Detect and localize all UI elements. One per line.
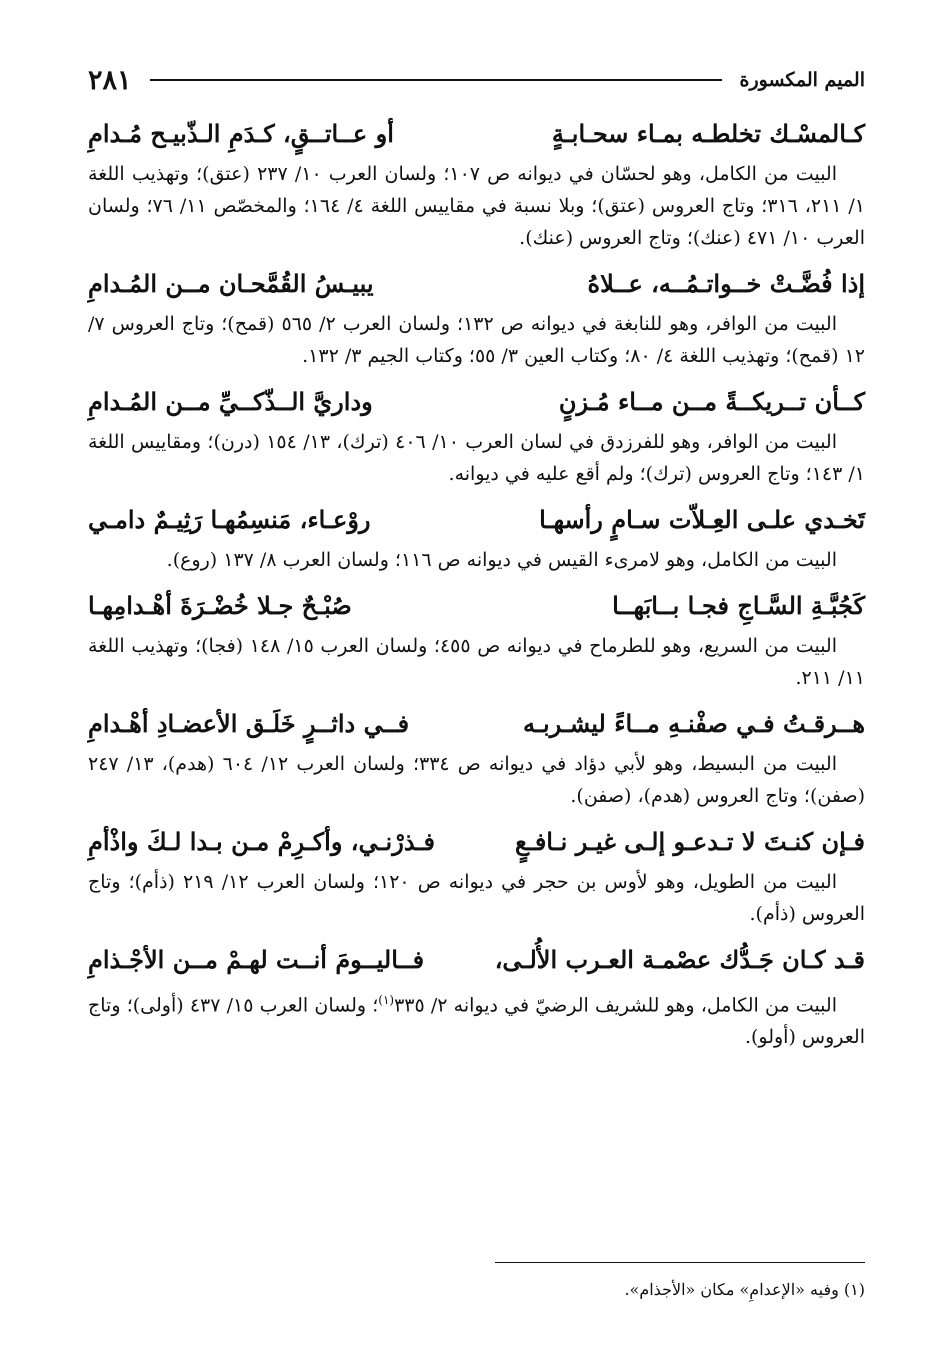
- verse-commentary: البيت من البسيط، وهو لأبي دؤاد في ديوانه ص ٣٣٤؛ ولسان العرب ١٢/ ٦٠٤ (هدم)، ١٣/ ٢٤٧ (صفن)؛ وتاج العروس (هدم)، (صفن).: [88, 753, 865, 807]
- poem-entry: [88, 262, 865, 372]
- commentary-text-rest: ؛ ولسان العرب ١٥/ ٤٣٧ (أولى)؛ وتاج العروس (أولو).: [88, 994, 865, 1049]
- verse-first-hemistich: كـالمسْـك تخلطـه بمـاء سحـابـةٍ: [551, 119, 865, 148]
- header-rule: [150, 79, 722, 81]
- verse-first-hemistich: كــأن تــريكــةً مــن مــاء مُـزنٍ: [558, 387, 865, 416]
- verse-commentary: البيت من الكامل، وهو لامرىء القيس في ديوانه ص ١١٦؛ ولسان العرب ٨/ ١٣٧ (روع).: [166, 549, 837, 571]
- verse-line: [88, 584, 865, 628]
- verse-second-hemistich: روْعـاء، مَنسِمُهـا رَثِيـمٌ دامـي: [88, 505, 371, 534]
- verse-line: [88, 820, 865, 864]
- verse-second-hemistich: أو عــاتــقٍ، كـدَمِ الـذّبيـح مُـدامِ: [88, 119, 394, 148]
- verse-first-hemistich: تَخـدي علـى العِـلاّت سـامٍ رأسهـا: [539, 505, 865, 534]
- commentary-text: البيت من الكامل، وهو للشريف الرضيّ في ديوانه ٢/ ٣٣٥: [394, 994, 837, 1017]
- chapter-title: الميم المكسورة: [739, 69, 865, 91]
- verse-line: [88, 112, 865, 156]
- verse-first-hemistich: إذا فُضَّـتْ خــواتـمُــه، عــلاهُ: [587, 269, 865, 298]
- verse-commentary: البيت من السريع، وهو للطرماح في ديوانه ص ٤٥٥؛ ولسان العرب ١٥/ ١٤٨ (فجا)؛ وتهذيب اللغة ١١/ ٢١١.: [88, 635, 865, 689]
- verse-line: [88, 380, 865, 424]
- verse-second-hemistich: يبيـسُ القُمَّحـان مــن المُـدامِ: [88, 269, 374, 298]
- poem-entry: [88, 820, 865, 930]
- footnote-marker: (١): [378, 993, 395, 1007]
- page-number: ٢٨١: [88, 64, 132, 96]
- footnote-area: [88, 1262, 865, 1303]
- verse-first-hemistich: فـإن كنـتَ لا تـدعـو إلـى غيـر نـافـعٍ: [515, 827, 865, 856]
- verse-commentary: [88, 984, 865, 1053]
- verse-second-hemistich: فــي داثــرٍ خَلَـق الأعضـادِ أهْـدامِ: [88, 709, 410, 738]
- poem-entry: [88, 380, 865, 490]
- verse-commentary: البيت من الوافر، وهو للنابغة في ديوانه ص ١٣٢؛ ولسان العرب ٢/ ٥٦٥ (قمح)؛ وتاج العروس ٧/ ١٢ (قمح)؛ وتهذيب اللغة ٤/ ٨٠؛ وكتاب العين ٣/ ٥٥؛ وكتاب الجيم ٣/ ١٣٢.: [88, 313, 865, 367]
- verse-second-hemistich: وداريَّ الــذّكــيِّ مــن المُـدامِ: [88, 387, 373, 416]
- verse-line: [88, 702, 865, 746]
- verse-commentary: البيت من الوافر، وهو للفرزدق في لسان العرب ١٠/ ٤٠٦ (ترك)، ١٣/ ١٥٤ (درن)؛ ومقاييس اللغة ١/ ١٤٣؛ وتاج العروس (ترك)؛ ولم أقع عليه في ديوانه.: [88, 431, 865, 485]
- verse-second-hemistich: صُبْـحٌ جـلا خُضْـرَةَ أهْـدامِهـا: [88, 591, 352, 620]
- verse-second-hemistich: فــاليــومَ أنــت لهـمْ مــن الأجْـذامِ: [88, 945, 425, 974]
- poem-entry: [88, 702, 865, 812]
- verse-line: [88, 498, 865, 542]
- page-header: [88, 58, 865, 102]
- poem-entry: [88, 584, 865, 694]
- verse-commentary: البيت من الطويل، وهو لأوس بن حجر في ديوانه ص ١٢٠؛ ولسان العرب ١٢/ ٢١٩ (ذأم)؛ وتاج العروس (ذأم).: [88, 871, 865, 925]
- poem-entry: [88, 498, 865, 576]
- verse-second-hemistich: فـذرْنـي، وأكـرِمْ مـن بـدا لـكَ واذْأمِ: [88, 827, 435, 856]
- verse-first-hemistich: كَجُبَّـةِ السَّـاجِ فجـا بــابَهــا: [612, 591, 865, 620]
- footnote-rule: [495, 1262, 865, 1263]
- poem-entry: [88, 938, 865, 1053]
- verse-line: [88, 938, 865, 982]
- verse-first-hemistich: هــرقـتُ فـي صفْنـهِ مــاءً ليشـربـه: [523, 709, 865, 738]
- verse-line: [88, 262, 865, 306]
- footnote-text: (١) وفيه «الإعدامِ» مكان «الأجذام».: [624, 1280, 865, 1299]
- verse-commentary: البيت من الكامل، وهو لحسّان في ديوانه ص ١٠٧؛ ولسان العرب ١٠/ ٢٣٧ (عتق)؛ وتهذيب اللغة ١/ ٢١١، ٣١٦؛ وتاج العروس (عتق)؛ وبلا نسبة في مقاييس اللغة ٤/ ١٦٤؛ والمخصّص ١١/ ٧٦؛ ولسان العرب ١٠/ ٤٧١ (عنك)؛ وتاج العروس (عنك).: [88, 163, 865, 249]
- page-body: [88, 112, 865, 1061]
- poem-entry: [88, 112, 865, 254]
- verse-first-hemistich: قـد كـان جَـدُّك عصْمـة العـرب الأُلـى،: [494, 945, 865, 974]
